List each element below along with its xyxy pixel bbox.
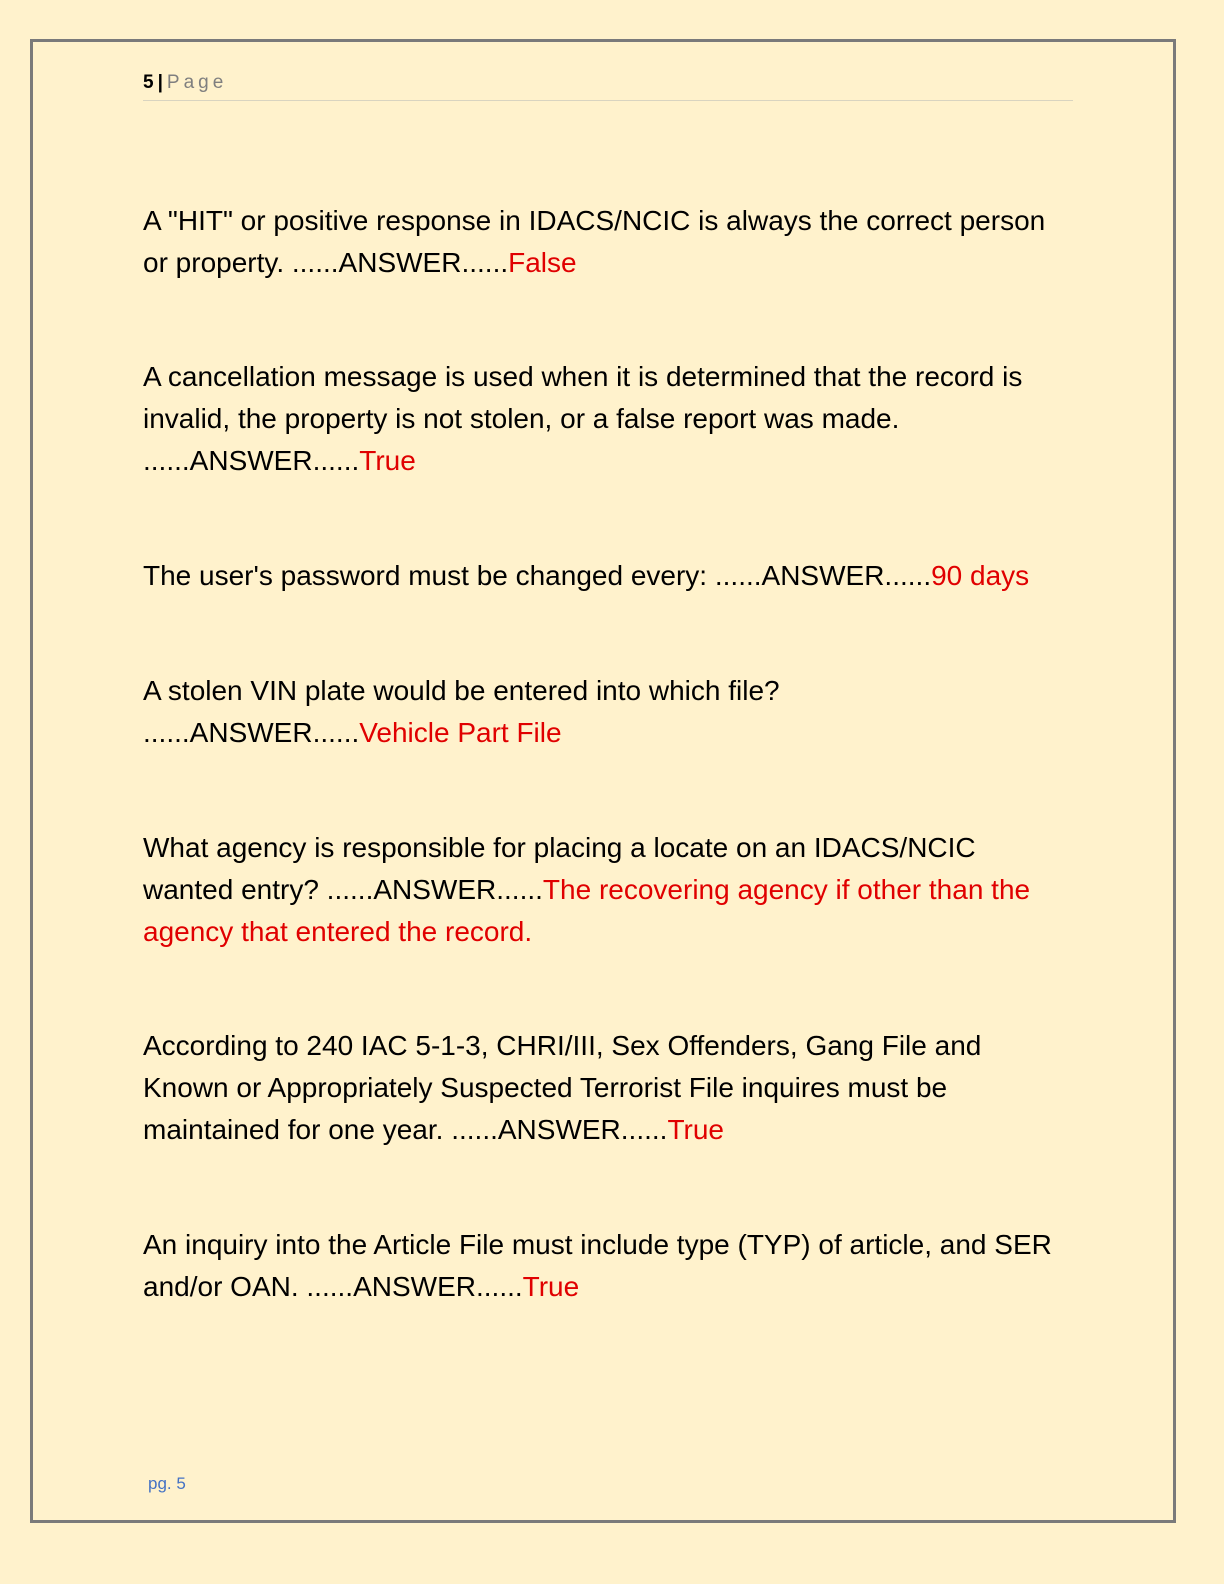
qa-item-3 — [143, 555, 1073, 597]
header-separator: | — [157, 72, 163, 93]
qa-item-2 — [143, 356, 1073, 482]
header-page-number: 5 — [143, 72, 154, 93]
qa-item-5 — [143, 827, 1073, 953]
question-text: The user's password must be changed every: — [143, 560, 715, 591]
qa-item-1 — [143, 200, 1073, 284]
answer-text: False — [508, 247, 577, 278]
answer-marker: ......ANSWER...... — [306, 1271, 523, 1302]
page-footer: pg. 5 — [148, 1474, 186, 1493]
qa-item-6 — [143, 1025, 1073, 1151]
answer-text: 90 days — [931, 560, 1030, 591]
answer-marker: ......ANSWER...... — [326, 874, 543, 905]
answer-text: True — [359, 445, 416, 476]
answer-text: True — [667, 1114, 724, 1145]
qa-item-7 — [143, 1224, 1073, 1308]
answer-marker: ......ANSWER...... — [291, 247, 509, 278]
question-text: According to 240 IAC 5-1-3, CHRI/III, Sex Offenders, Gang File and Known or Appropriately Suspected Terrorist File inquires must be maintained for one year. — [143, 1030, 982, 1145]
answer-marker: ......ANSWER...... — [451, 1114, 668, 1145]
page-header — [143, 72, 1073, 101]
answer-text: Vehicle Part File — [359, 717, 562, 748]
answer-text: True — [522, 1271, 580, 1302]
question-text: A stolen VIN plate would be entered into which file? — [143, 675, 780, 706]
qa-item-4 — [143, 670, 1073, 754]
question-text: An inquiry into the Article File must include type (TYP) of article, and SER and/or OAN. — [143, 1229, 1052, 1302]
answer-marker: ......ANSWER...... — [143, 445, 360, 476]
answer-text: The recovering agency if other than the agency that entered the record. — [143, 874, 1031, 947]
question-text: A "HIT" or positive response in IDACS/NCIC is always the correct person or property. — [143, 205, 1046, 278]
answer-marker: ......ANSWER...... — [714, 560, 932, 591]
question-text: A cancellation message is used when it is determined that the record is invalid, the property is not stolen, or a false report was made. — [143, 361, 1023, 434]
question-text: What agency is responsible for placing a locate on an IDACS/NCIC wanted entry? — [143, 832, 976, 905]
header-page-word: Page — [166, 72, 228, 93]
answer-marker: ......ANSWER...... — [143, 717, 360, 748]
